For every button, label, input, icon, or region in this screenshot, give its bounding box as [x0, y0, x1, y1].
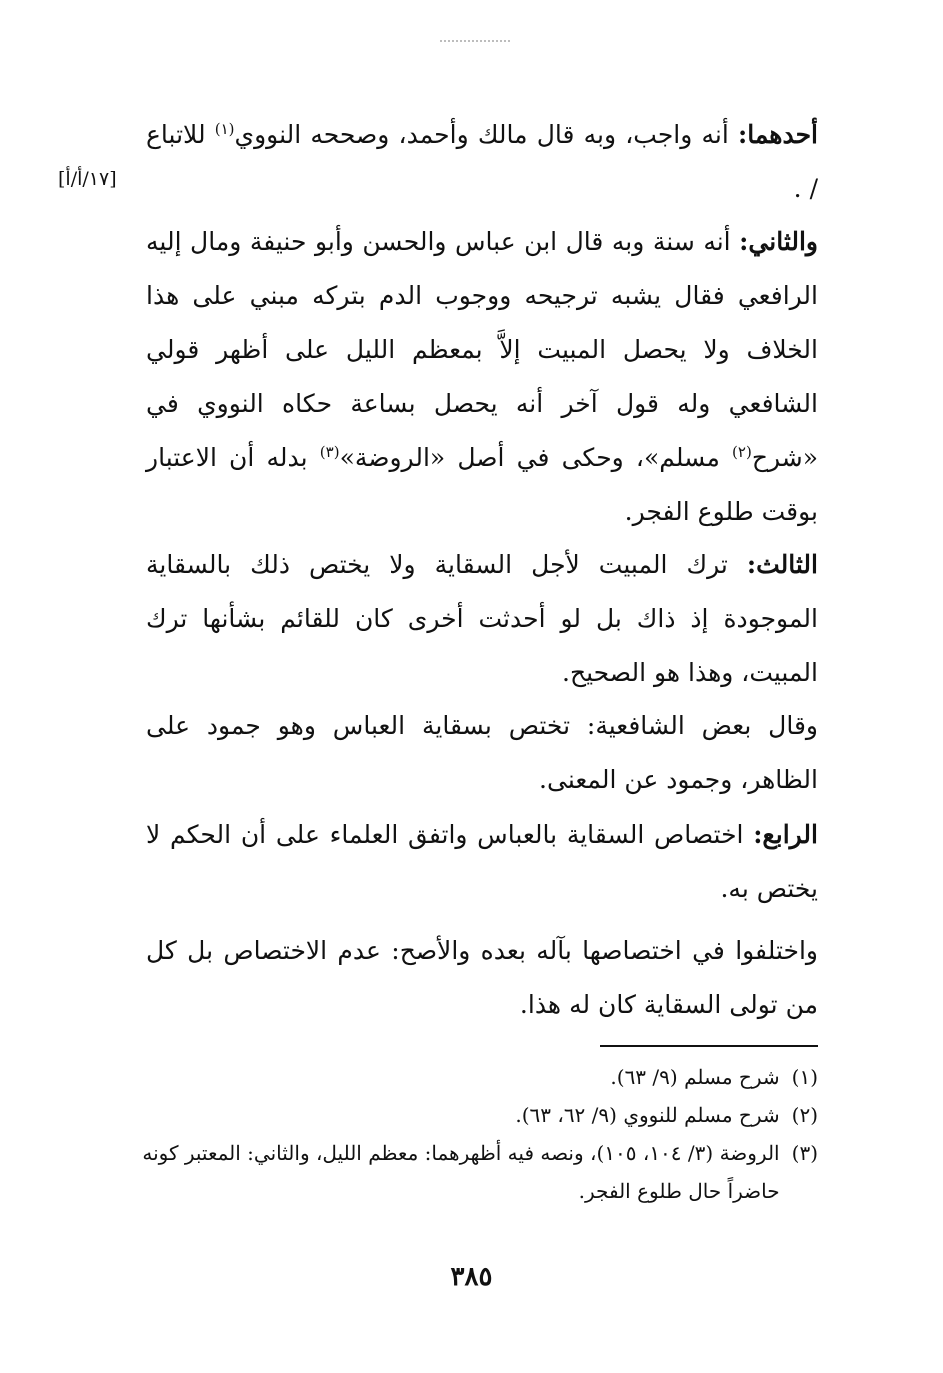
page-number: ٣٨٥ [450, 1262, 493, 1292]
paragraph-text: وقال بعض الشافعية: تختص بسقاية العباس وهو جمود على الظاهر، وجمود عن المعنى. [146, 711, 818, 794]
footnotes [128, 1058, 818, 1210]
footnote-marker: (٣) [319, 443, 340, 461]
paragraph-text: أنه سنة وبه قال ابن عباس والحسن وأبو حنيفة ومال إليه الرافعي فقال يشبه ترجيحه ووجوب الدم بتركه مبني على هذا الخلاف ولا يحصل المبيت إلاَّ بمعظم الليل على أظهر قولي الشافعي وله قول آخر أنه يحصل بساعة حكاه النووي في «شرح [146, 227, 818, 472]
footnote-text: شرح مسلم للنووي (٩/ ٦٢، ٦٣). [515, 1103, 780, 1127]
paragraph-lead: والثاني: [739, 227, 818, 256]
paragraph-lead: الثالث: [746, 550, 818, 579]
footnote-marker: (٢) [732, 443, 752, 461]
paragraph-fourth-opinion [146, 808, 818, 916]
footnote-number: (٢) [791, 1103, 818, 1127]
footnote-text: الروضة (٣/ ١٠٤، ١٠٥)، ونصه فيه أظهرهما: معظم الليل، والثاني: المعتبر كونه حاضراً حال طلوع الفجر. [142, 1141, 780, 1203]
paragraph-disagreement [146, 924, 818, 1032]
footnote-divider [600, 1045, 818, 1047]
footnote-marker: (١) [214, 120, 235, 138]
footnote-item [128, 1096, 818, 1134]
paragraph-text: واختلفوا في اختصاصها بآله بعده والأصح: عدم الاختصاص بل كل من تولى السقاية كان له هذا. [146, 936, 818, 1019]
paragraph-third-opinion [146, 538, 818, 700]
manuscript-folio-reference: [١٧/أ/أ] [58, 168, 117, 190]
paragraph-lead: الرابع: [753, 820, 818, 849]
footnote-number: (١) [791, 1065, 818, 1089]
paragraph-text-continued: مسلم»، وحكى في أصل «الروضة» [339, 443, 733, 472]
paragraph-second-opinion [146, 215, 818, 539]
paragraph-tail: بدله أن الاعتبار بوقت طلوع الفجر. [146, 443, 818, 526]
paragraph-text: أنه واجب، وبه قال مالك وأحمد، وصححه النووي [234, 120, 738, 149]
paragraph-tail: للاتباع / . [146, 120, 818, 203]
paragraph-text: ترك المبيت لأجل السقاية ولا يختص ذلك بالسقاية الموجودة إذ ذاك بل لو أحدثت أخرى كان للقائم بشأنها ترك المبيت، وهذا هو الصحيح. [146, 550, 818, 687]
footnote-item [128, 1058, 818, 1096]
scan-artifact-mark [440, 40, 510, 48]
paragraph-lead: أحدهما: [737, 120, 818, 149]
paragraph-first-opinion [146, 108, 818, 216]
paragraph-text: اختصاص السقاية بالعباس واتفق العلماء على أن الحكم لا يختص به. [146, 820, 818, 903]
footnote-number: (٣) [791, 1141, 818, 1165]
footnote-text: شرح مسلم (٩/ ٦٣). [610, 1065, 780, 1089]
paragraph-shafii-view [146, 699, 818, 807]
footnote-item [128, 1134, 818, 1210]
